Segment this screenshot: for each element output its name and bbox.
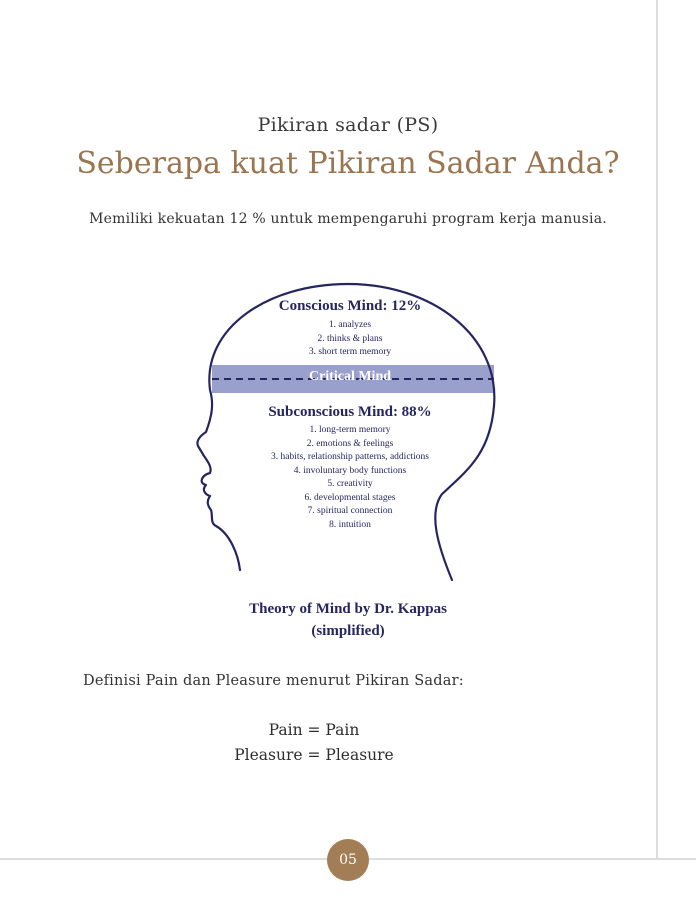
definition-title: Definisi Pain dan Pleasure menurut Pikiran Sadar: — [83, 673, 464, 689]
subconscious-item: 6. developmental stages — [304, 492, 396, 503]
page-title: Seberapa kuat Pikiran Sadar Anda? — [76, 146, 620, 181]
conscious-mind-list — [180, 319, 520, 360]
subconscious-item: 7. spiritual connection — [307, 506, 393, 516]
conscious-item: 1. analyzes — [328, 320, 372, 330]
subconscious-item: 1. long-term memory — [309, 425, 391, 435]
conscious-item: 2. thinks & plans — [317, 333, 383, 344]
page-number-badge: 05 — [327, 839, 369, 881]
figure-caption — [0, 598, 696, 642]
subconscious-item: 8. intuition — [329, 519, 371, 530]
pain-definition: Pain = Pain — [268, 721, 360, 739]
conscious-item: 3. short term memory — [308, 347, 392, 357]
subconscious-item: 3. habits, relationship patterns, addictions — [270, 452, 430, 462]
subconscious-mind-list — [180, 424, 520, 532]
subconscious-mind-heading: Subconscious Mind: 88% — [268, 404, 432, 420]
subconscious-item: 4. involuntary body functions — [293, 465, 407, 476]
figure-caption-line1: Theory of Mind by Dr. Kappas — [249, 601, 447, 617]
intro-text: Memiliki kekuatan 12 % untuk mempengaruhi program kerja manusia. — [89, 211, 607, 227]
subconscious-item: 2. emotions & feelings — [306, 438, 394, 449]
page-subtitle: Pikiran sadar (PS) — [257, 114, 439, 136]
mind-diagram — [180, 278, 520, 590]
conscious-mind-heading: Conscious Mind: 12% — [278, 298, 422, 314]
figure-caption-line2: (simplified) — [311, 623, 385, 639]
critical-mind-label: Critical Mind — [308, 369, 392, 384]
pleasure-definition: Pleasure = Pleasure — [234, 746, 394, 764]
subconscious-item: 5. creativity — [327, 479, 373, 489]
